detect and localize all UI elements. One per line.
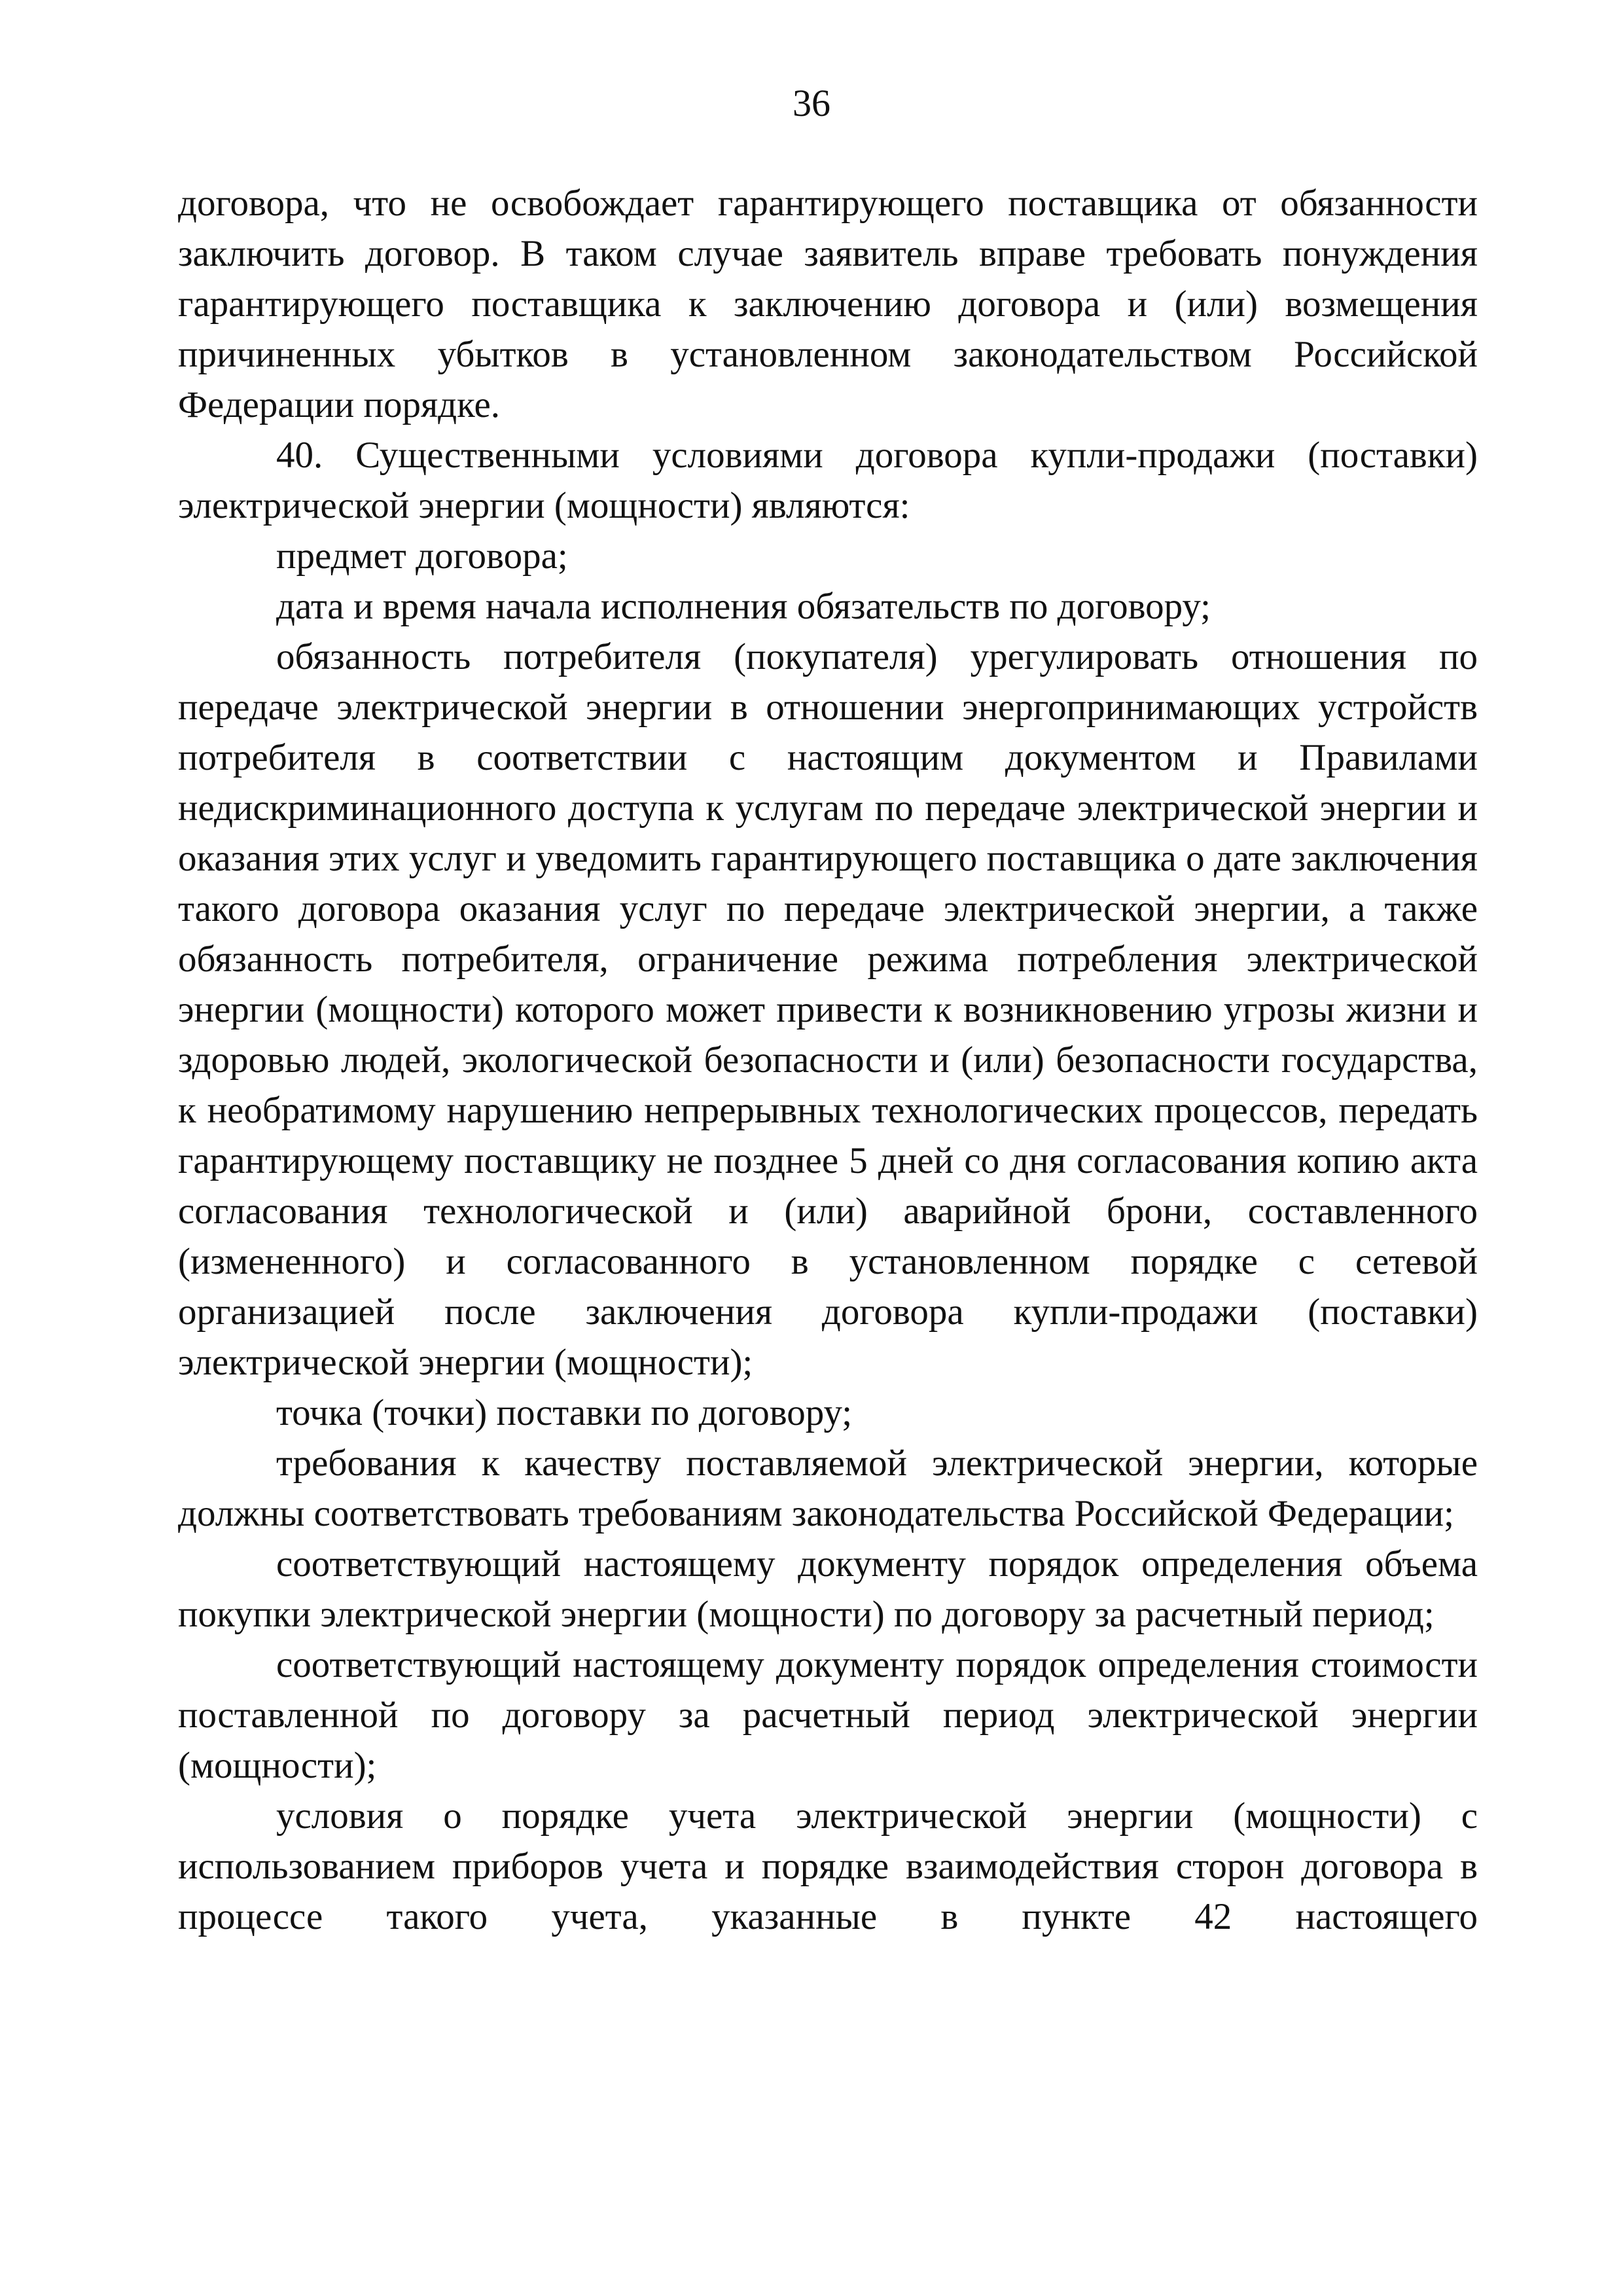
- list-item-delivery-points: точка (точки) поставки по договору;: [276, 1392, 853, 1433]
- body-text: [178, 178, 1478, 1942]
- list-item-subject: предмет договора;: [276, 535, 568, 577]
- list-item-volume-procedure: соответствующий настоящему документу порядок определения объема покупки электрической энергии (мощности) по договору за расчетный период;: [178, 1543, 1478, 1635]
- list-item-consumer-obligation: обязанность потребителя (покупателя) урегулировать отношения по передаче электрической энергии в отношении энергопринимающих устройств потребителя в соответствии с настоящим документом и Правилами недискриминационного доступа к услугам по передаче электрической энергии и оказания этих услуг и уведомить гарантирующего поставщика о дате заключения такого договора оказания услуг по передаче электрической энергии, а также обязанность потребителя, ограничение режима потребления электрической энергии (мощности) которого может привести к возникновению угрозы жизни и здоровью людей, экологической безопасности и (или) безопасности государства, к необратимому нарушению непрерывных технологических процессов, передать гарантирующему поставщику не позднее 5 дней со дня согласования копию акта согласования технологической и (или) аварийной брони, составленного (измененного) и согласованного в установленном порядке с сетевой организацией после заключения договора купли-продажи (поставки) электрической энергии (мощности);: [178, 636, 1478, 1383]
- list-item-metering-conditions: условия о порядке учета электрической энергии (мощности) с использованием приборов учета и порядке взаимодействия сторон договора в процессе такого учета, указанные в пункте 42 настоящего: [178, 1795, 1478, 1937]
- paragraph-continuation: договора, что не освобождает гарантирующего поставщика от обязанности заключить договор. В таком случае заявитель вправе требовать понуждения гарантирующего поставщика к заключению договора и (или) возмещения причиненных убытков в установленном законодательством Российской Федерации порядке.: [178, 183, 1478, 425]
- list-item-cost-procedure: соответствующий настоящему документу порядок определения стоимости поставленной по договору за расчетный период электрической энергии (мощности);: [178, 1644, 1478, 1786]
- paragraph-item-40: 40. Существенными условиями договора купли-продажи (поставки) электрической энергии (мощности) являются:: [178, 435, 1478, 526]
- page-number: 36: [793, 82, 830, 124]
- list-item-start-date: дата и время начала исполнения обязательств по договору;: [276, 586, 1211, 627]
- list-item-quality-requirements: требования к качеству поставляемой электрической энергии, которые должны соответствовать требованиям законодательства Российской Федерации;: [178, 1443, 1478, 1534]
